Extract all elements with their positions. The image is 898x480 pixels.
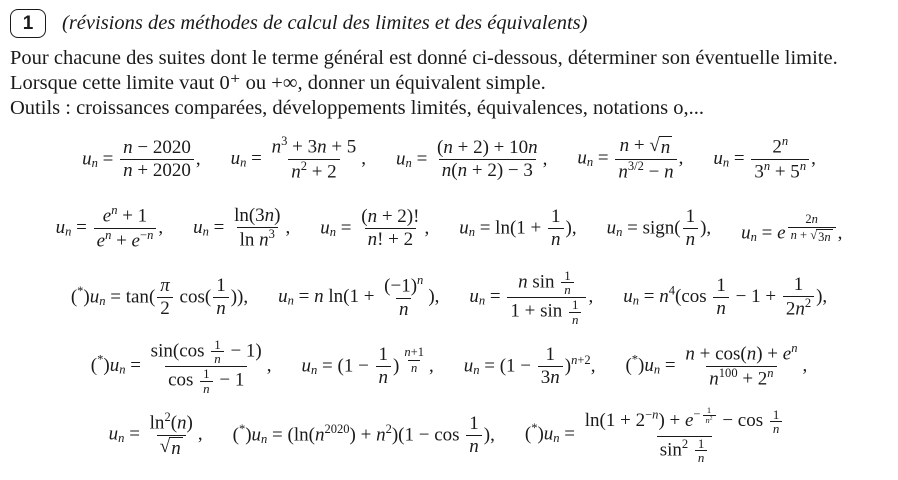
formula: $u_n = (1$ − $\frac{1}{3n}$ )$^{n+2}$, — [463, 343, 596, 388]
formula: $u_n$ = $\frac{n^3 + 3n + 5}{n^2 + 2}$ , — [230, 134, 367, 183]
tools-paragraph: Outils : croissances comparées, développements limités, équivalences, notations o,... — [10, 97, 704, 119]
formula: $u_n = (1$ − $\frac{1}{n}$ ) $^{\frac{n+1}{n}}$ , — [301, 343, 434, 388]
formula: $u_n$ = $\frac{n - 2020}{n + 2020}$ , — [82, 136, 201, 181]
formula: $u_n$ = sign( $\frac{1}{n}$ ), — [606, 205, 712, 250]
formula-row — [10, 125, 888, 194]
formula-row — [10, 332, 888, 401]
formula: $u_n = e$ $^{2n n + √ 3n}$ , — [741, 212, 843, 245]
formula: $u_n$ = $\frac{(n + 2)!}{n! + 2}$ , — [320, 205, 430, 250]
intro-paragraph: Pour chacune des suites dont le terme général est donné ci-dessous, déterminer son éventuelle limite. Lorsque cette limite vaut 0⁺ ou +∞, donner un équivalent simple. — [10, 47, 838, 94]
formula: $(^*)u_n = \tan$( $\frac{\pi}{2}$ cos( $\frac{1}{n}$ )), — [70, 274, 249, 319]
exercise-number: 1 — [22, 12, 34, 34]
formula: $u_n = \ln(1$ + $\frac{1}{n}$ ), — [459, 205, 577, 250]
formula: $(^*)u_n = (\ln(n^{2020}) + n^2)(1 - \cos$ $\frac{1}{n}$ ), — [232, 412, 495, 457]
formula-rows — [10, 125, 888, 470]
formula: $u_n$ = n sin $\frac{1}{n}$ 1 + sin $\frac{1}{n}$ , — [469, 267, 594, 327]
formula: $u_n$ = n + √ n $n^{3/2} - n$ , — [577, 135, 684, 183]
exercise-title: (révisions des méthodes de calcul des limites et des équivalents) — [62, 12, 588, 34]
exercise-number-box — [10, 9, 46, 38]
formula: $(^*)u_n$ = $\ln(1 + 2^{-n}) + e^{- \frac{1}{n^2}}$ − cos $\frac{1}{n}$ $\sin^2$ $\frac{1}{n}$ — [525, 406, 789, 465]
formula: $(^*)u_n$ = $\frac{n + \cos(n) + e^n}{n^{100} + 2^n}$ , — [625, 341, 808, 390]
formula: $u_n = n$ ln(1 + $\frac{(-1)^n}{n}$ ), — [278, 272, 440, 320]
formula: $(^*)u_n$ = sin(cos $\frac{1}{n}$ − 1) cos $\frac{1}{n}$ − 1 , — [90, 336, 272, 396]
formula: $u_n$ = $\frac{e^n + 1}{e^n + e^{-n}}$ , — [55, 203, 164, 252]
formula: $u_n$ = $\frac{\ln(3n)}{\ln n^3}$ , — [193, 204, 291, 251]
formula-row — [10, 194, 888, 263]
formula: $u_n$ = $\ln^2(n)$ √ n , — [108, 410, 203, 460]
formula-row — [10, 401, 888, 470]
formula: $u_n$ = $\frac{2^n}{3^n + 5^n}$ , — [713, 134, 816, 183]
formula: $u_n$ = $\frac{(n + 2) + 10n}{n(n + 2) - 3}$ , — [396, 136, 548, 181]
exercise-header — [10, 9, 888, 38]
formula: $u_n = n^4(\cos$ $\frac{1}{n}$ − 1 + $\frac{1}{2n^2}$ ), — [623, 273, 828, 320]
formula-row — [10, 263, 888, 332]
